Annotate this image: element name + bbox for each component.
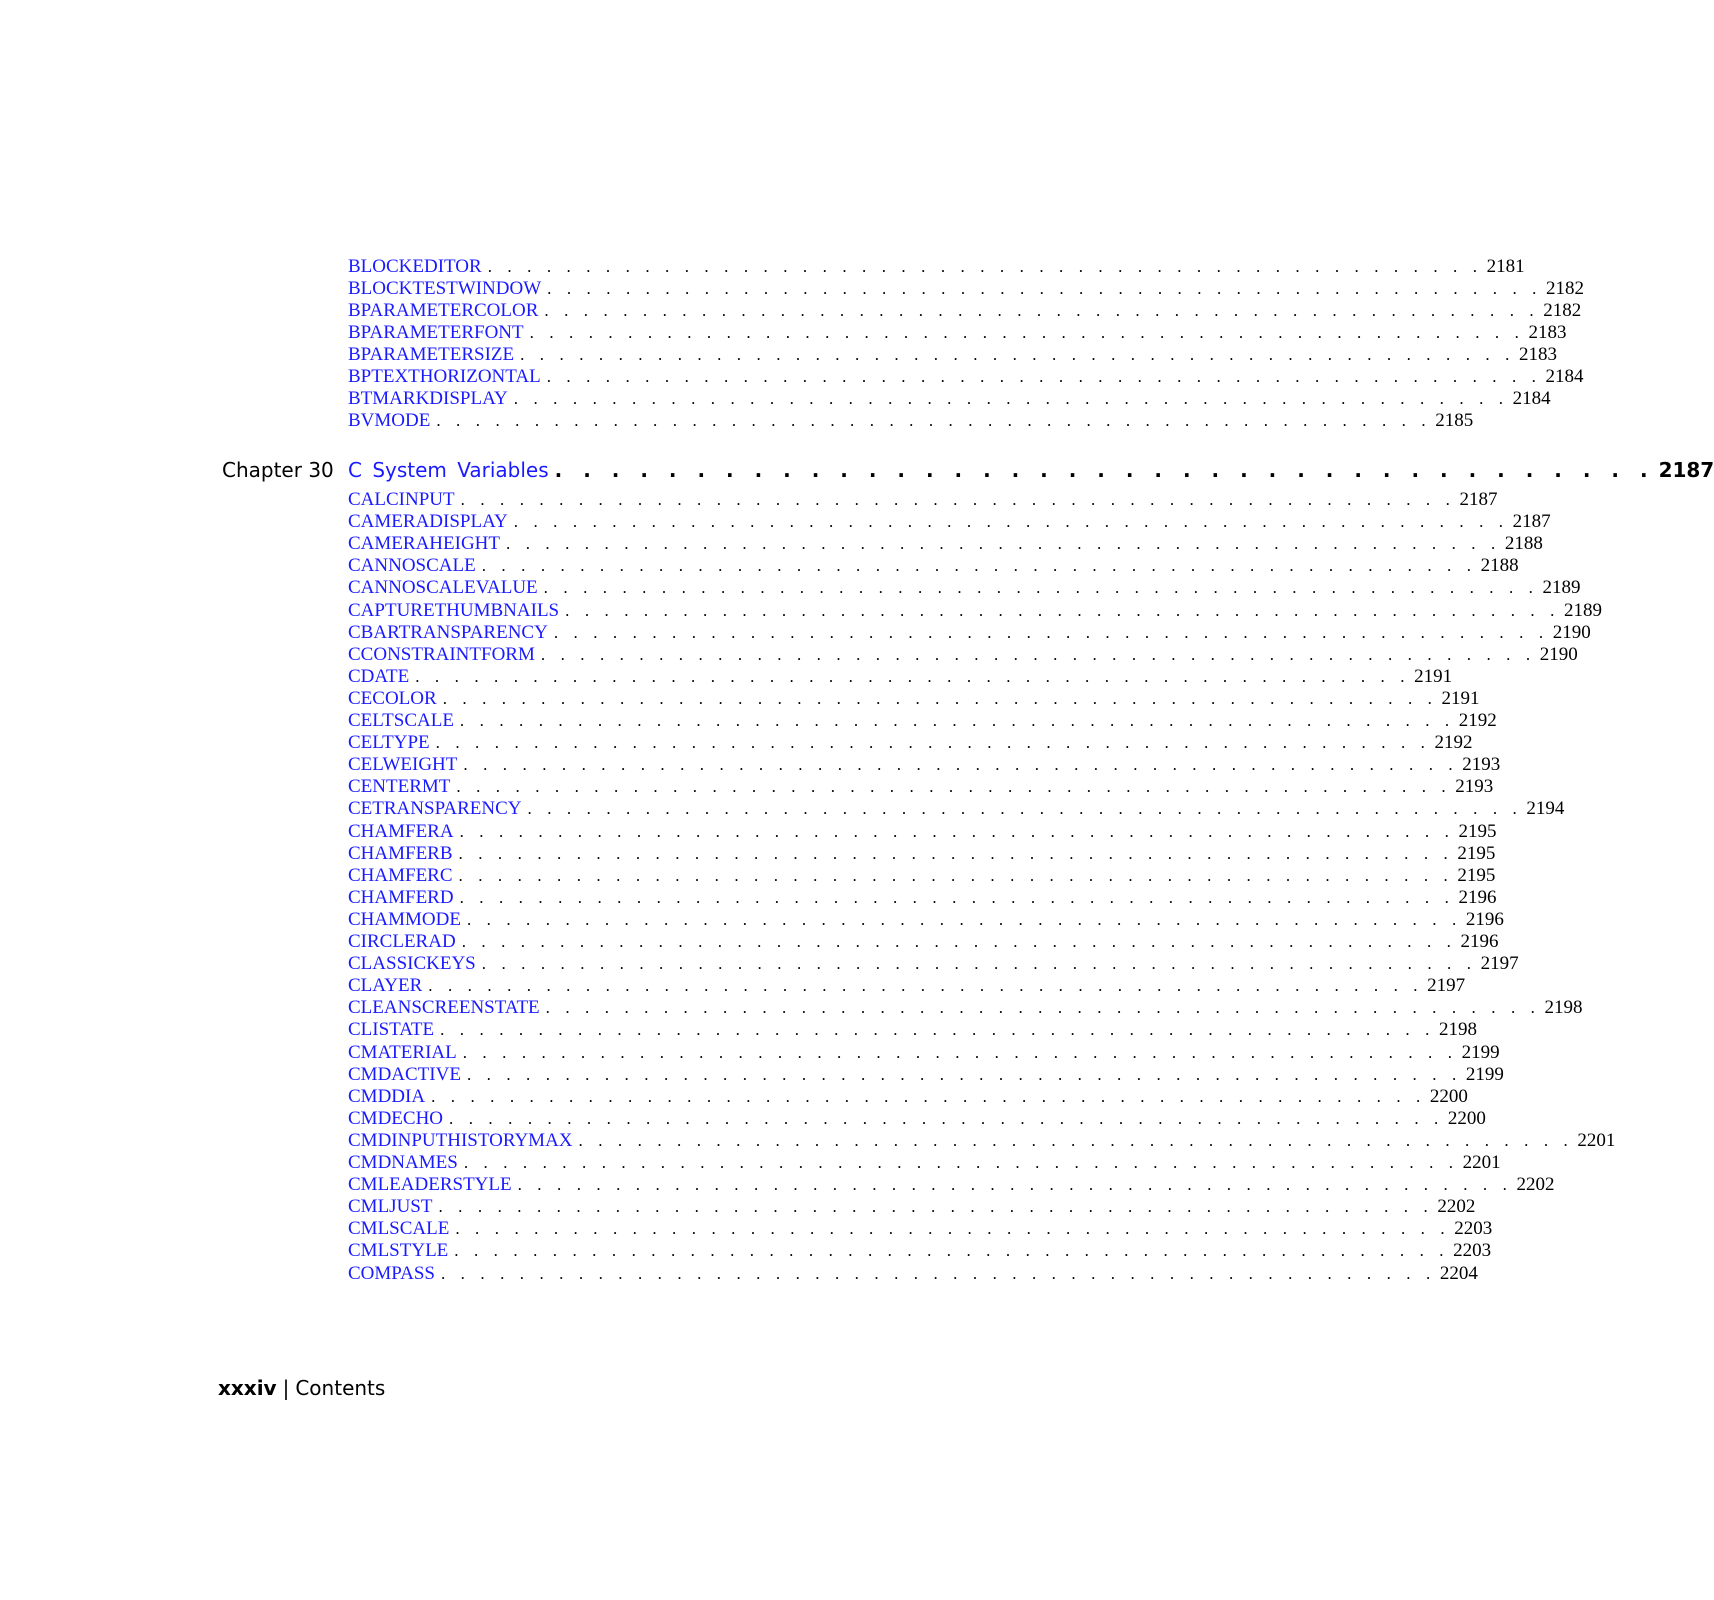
toc-entry-link[interactable]: CETRANSPARENCY [348,798,522,820]
toc-entry-link[interactable]: CLAYER [348,975,423,997]
dot-leader: . . . . . . . . . . . . . . . . . . . . . . . . . . . . . . . . . . . . . . . . . . . . . . . . . . . [458,843,1454,863]
toc-entry [348,1196,1476,1218]
dot-leader: . . . . . . . . . . . . . . . . . . . . . . . . . . . . . . . . . . . . . . . . . . . . . . . . . . . [462,1042,1458,1062]
toc-entry-link[interactable]: CMLEADERSTYLE [348,1174,512,1196]
toc-entry-link[interactable]: CANNOSCALE [348,555,476,577]
toc-entry [348,366,1584,388]
toc-entry-page-number: 2196 [1458,886,1497,908]
toc-entry [348,300,1582,322]
toc-entry-link[interactable]: CHAMFERA [348,820,454,842]
toc-entry-link[interactable]: CBARTRANSPARENCY [348,621,548,643]
toc-entry-page-number: 2187 [1459,489,1498,510]
toc-entry-page-number: 2197 [1480,953,1519,975]
dot-leader: . . . . . . . . . . . . . . . . . . . . . . . . . . . . . . . . . . . . . . . . . . . . . . . . . . . [463,1153,1459,1172]
toc-entry [348,975,1466,997]
dot-leader: . . . . . . . . . . . . . . . . . . . . . . . . . . . . . . . . . . . . . . . . . . . . . . . . . . . [517,1175,1513,1195]
toc-entry-link[interactable]: CELWEIGHT [348,754,458,776]
toc-entry-link[interactable]: CECOLOR [348,687,437,709]
toc-entry [348,322,1567,344]
dot-leader: . . . . . . . . . . . . . . . . . . . . . . . . . . . . . . . . . . . . . . . . . . . . . . . . . . . [527,799,1523,819]
toc-entry-link[interactable]: CALCINPUT [348,489,455,510]
dot-leader: . . . . . . . . . . . . . . . . . . . . . . . . . . . . . . . . . . . . . . . . . . . . . . . . . . . [454,1241,1450,1261]
toc-entry-link[interactable]: CANNOSCALEVALUE [348,577,538,599]
toc-entry-link[interactable]: BVMODE [348,410,431,431]
dot-leader: . . . . . . . . . . . . . . . . . . . . . . . . . . . . . . . . . . . . . . . . . . . . . . . . . . . [459,887,1455,907]
toc-entry-page-number: 2184 [1512,388,1551,409]
toc-entry-link[interactable]: CMDINPUTHISTORYMAX [348,1129,573,1151]
toc-entry-page-number: 2202 [1437,1196,1476,1218]
toc-entry-link[interactable]: CMLSTYLE [348,1240,449,1262]
toc-entry-link[interactable]: BTMARKDISPLAY [348,388,508,409]
dot-leader: . . . . . . . . . . . . . . . . . . . . . . . . . . . . . . . . . . . . . . . . . . . . . . . . . . . [578,1130,1574,1150]
toc-entry [348,1174,1555,1196]
toc-entry [348,754,1501,776]
toc-entry [348,489,1498,511]
toc-entry-link[interactable]: BLOCKEDITOR [348,256,482,277]
chapter-heading [222,456,1714,484]
toc-entry-page-number: 2195 [1457,842,1496,864]
toc-entry-page-number: 2193 [1455,776,1494,798]
chapter-title-link[interactable]: C System Variables [348,458,549,482]
dot-leader: . . . . . . . . . . . . . . . . . . . . . . . . . . . . . . . . . . . . . . . . . . . . . . . . . . . [529,323,1525,342]
toc-entry-link[interactable]: CHAMFERB [348,842,453,864]
toc-entry-page-number: 2184 [1545,366,1584,387]
toc-entry [348,931,1499,953]
dot-leader: . . . . . . . . . . . . . . . . . . . . . . . . . . . . . . . . . . . . . . . . . . . . . . . . . . . [553,622,1549,642]
toc-entry-page-number: 2189 [1563,599,1602,621]
dot-leader: . . . . . . . . . . . . . . . . . . . . . . . . . . . . . . . . . . . . . . . . . . . . . . . . . . . [466,1064,1462,1084]
toc-entry-link[interactable]: BPARAMETERCOLOR [348,300,539,321]
toc-entry-link[interactable]: CCONSTRAINTFORM [348,643,535,665]
toc-entry-page-number: 2204 [1439,1262,1478,1284]
toc-entry-page-number: 2183 [1518,344,1557,365]
toc-entry-link[interactable]: BPTEXTHORIZONTAL [348,366,541,387]
toc-entry-page-number: 2185 [1435,410,1474,431]
dot-leader: . . . . . . . . . . . . . . . . . . . . . . . . . . . . . . . . . . . . . . . . . . . . . . . . . . . [544,301,1540,320]
dot-leader: . . . . . . . . . . . . . . . . . . . . . . . . . . . . . . . . . . . . . . . . . . . . . . . . . . . [442,688,1438,708]
dot-leader: . . . . . . . . . . . . . . . . . . . . . . . . . . . . . . . . . . . . . . . . . . . . . . . . . . . [520,345,1515,364]
toc-entry [348,555,1519,577]
toc-entry-page-number: 2196 [1465,908,1504,930]
toc-entry-link[interactable]: CMDNAMES [348,1152,458,1173]
toc-entry-link[interactable]: CMDACTIVE [348,1063,461,1085]
toc-entry-page-number: 2194 [1526,798,1565,820]
dot-leader: . . . . . . . . . . . . . . . . . . . . . . . . . . . . . . . . . . . . . . . . . . . . . . . . . . . [545,998,1541,1018]
toc-entry [348,1041,1500,1064]
toc-entry [348,1240,1492,1262]
dot-leader: . . . . . . . . . . . . . . . . . . . . . . . . . . . . . . . . . . . . . . . . . . . . . . . . . . . [460,490,1456,509]
dot-leader: . . . . . . . . . . . . . . . . . . . . . . . . . . . . . . . . . . . . . . . . . . . . . . . . . . . [449,1108,1444,1128]
toc-entry-page-number: 2199 [1461,1041,1500,1063]
toc-entry [348,344,1557,366]
dot-leader: . . . . . . . . . . . . . . . . . . . . . . . . . . . . . . . . . . . . . . . . . . . . . . . . . . . [436,411,1432,430]
toc-entry-link[interactable]: CELTSCALE [348,710,454,731]
toc-entry-link[interactable]: CAMERADISPLAY [348,511,508,533]
toc-entry-page-number: 2187 [1512,511,1551,533]
dot-leader: . . . . . . . . . . . . . . . . . . . . . . . . . . . . . . . . . . . . . . . . . . . . . . . . . . . [481,954,1477,974]
toc-entry [348,643,1578,666]
toc-entry [348,1152,1501,1174]
dot-leader: . . . . . . . . . . . . . . . . . . . . . . . . . . . . . . . . . . . . . . . . . . . . . . . . . . . [565,600,1560,620]
dot-leader: . . . . . . . . . . . . . . . . . . . . . . . . . . . . . . . . . . . . . . . . . . . . . . . . . . . [440,1263,1436,1283]
dot-leader: . . . . . . . . . . . . . . . . . . . . . . . . . . . . . . . . . . . . . . . . . . . . . . . . . . . [435,733,1431,753]
dot-leader: . . . . . . . . . . . . . . . . . . . . . . . . . . . . . . . . . . . . . . . . . . . . . . . . . . . [415,666,1411,686]
toc-entry-page-number: 2195 [1457,864,1496,886]
toc-entry-page-number: 2203 [1454,1218,1493,1240]
dot-leader: . . . . . . . . . . . . . . . . . . . . . . . . . . . . . . . . . . . . . . . . . . . . . . . . . . . [466,909,1462,929]
toc-entry [348,776,1494,798]
dot-leader: . . . . . . . . . . . . . . . . . . . . . . . . . . . . . . . . . . . . . . . . . . . . . . . . . . . [438,1197,1434,1217]
toc-entry [348,1019,1477,1041]
dot-leader: . . . . . . . . . . . . . . . . . . . . . . . . . . . . . . . . . . . . . . . [554,458,1655,482]
dot-leader: . . . . . . . . . . . . . . . . . . . . . . . . . . . . . . . . . . . . . . . . . . . . . . . . . . . [458,865,1454,885]
footer-page-number: xxxiv [218,1376,277,1400]
toc-entry [348,732,1473,754]
dot-leader: . . . . . . . . . . . . . . . . . . . . . . . . . . . . . . . . . . . . . . . . . . . . . . . . . . . [428,976,1424,996]
toc-entry [348,1063,1504,1086]
dot-leader: . . . . . . . . . . . . . . . . . . . . . . . . . . . . . . . . . . . . . . . . . . . . . . . . . . . [431,1086,1426,1106]
toc-entry-page-number: 2188 [1504,533,1543,555]
toc-entry [348,997,1583,1019]
chapter-page-number: 2187 [1658,458,1714,482]
dot-leader: . . . . . . . . . . . . . . . . . . . . . . . . . . . . . . . . . . . . . . . . . . . . . . . . . . . [455,1219,1451,1239]
chapter-label: Chapter 30 [222,458,334,482]
toc-entry-page-number: 2183 [1528,322,1567,343]
toc-entry [348,820,1497,843]
dot-leader: . . . . . . . . . . . . . . . . . . . . . . . . . . . . . . . . . . . . . . . . . . . . . . . . . . . [456,777,1452,797]
toc-entry-page-number: 2193 [1462,754,1501,776]
toc-entry [348,908,1504,931]
toc-entry [348,798,1565,820]
toc-entry-page-number: 2188 [1480,555,1519,577]
toc-entry-link[interactable]: BPARAMETERSIZE [348,344,515,365]
toc-entry [348,278,1584,300]
toc-entry-link[interactable]: CAMERAHEIGHT [348,533,500,555]
toc-entry-page-number: 2198 [1438,1019,1477,1041]
toc-entry [348,388,1551,410]
dot-leader: . . . . . . . . . . . . . . . . . . . . . . . . . . . . . . . . . . . . . . . . . . . . . . . . . . . [513,512,1509,532]
toc-entry [348,621,1591,644]
toc-entry-link[interactable]: CLEANSCREENSTATE [348,997,540,1019]
toc-entry-page-number: 2196 [1460,931,1499,952]
toc-entry [348,511,1551,533]
dot-leader: . . . . . . . . . . . . . . . . . . . . . . . . . . . . . . . . . . . . . . . . . . . . . . . . . . . [543,578,1539,598]
toc-entry-page-number: 2190 [1552,621,1591,643]
toc-entry-page-number: 2189 [1542,577,1581,599]
dot-leader: . . . . . . . . . . . . . . . . . . . . . . . . . . . . . . . . . . . . . . . . . . . . . . . . . . . [459,821,1455,841]
toc-entry-link[interactable]: CMDECHO [348,1107,444,1129]
toc-entry [348,533,1543,555]
toc-entry-page-number: 2199 [1465,1063,1504,1085]
toc-entry-link[interactable]: CLASSICKEYS [348,953,476,975]
dot-leader: . . . . . . . . . . . . . . . . . . . . . . . . . . . . . . . . . . . . . . . . . . . . . . . . . . . [481,556,1477,576]
toc-entry [348,864,1496,887]
toc-entry [348,1085,1468,1108]
toc-entry-link[interactable]: CMLJUST [348,1196,433,1218]
toc-entry-link[interactable]: CMLSCALE [348,1218,450,1240]
toc-entry [348,842,1496,865]
toc-entry-link[interactable]: CHAMFERD [348,886,454,908]
toc-entry-page-number: 2192 [1434,732,1473,754]
toc-entry [348,1262,1478,1285]
dot-leader: . . . . . . . . . . . . . . . . . . . . . . . . . . . . . . . . . . . . . . . . . . . . . . . . . . . [487,257,1483,276]
dot-leader: . . . . . . . . . . . . . . . . . . . . . . . . . . . . . . . . . . . . . . . . . . . . . . . . . . . [506,534,1501,554]
dot-leader: . . . . . . . . . . . . . . . . . . . . . . . . . . . . . . . . . . . . . . . . . . . . . . . . . . . [540,644,1536,664]
toc-entry-link[interactable]: COMPASS [348,1262,435,1284]
toc-entry-page-number: 2201 [1462,1152,1501,1173]
toc-entry-page-number: 2198 [1544,997,1583,1019]
dot-leader: . . . . . . . . . . . . . . . . . . . . . . . . . . . . . . . . . . . . . . . . . . . . . . . . . . . [546,367,1542,386]
toc-entry [348,665,1453,688]
toc-entry [348,256,1525,278]
toc-entry-page-number: 2191 [1414,665,1453,687]
toc-entry-page-number: 2202 [1516,1174,1555,1196]
toc-entry-page-number: 2197 [1427,975,1466,997]
toc-entry-page-number: 2200 [1429,1085,1468,1107]
toc-entry [348,410,1474,432]
toc-entry-page-number: 2191 [1441,687,1480,709]
toc-entry-link[interactable]: CHAMFERC [348,864,453,886]
dot-leader: . . . . . . . . . . . . . . . . . . . . . . . . . . . . . . . . . . . . . . . . . . . . . . . . . . . [459,711,1455,730]
page-footer [218,1374,385,1402]
dot-leader: . . . . . . . . . . . . . . . . . . . . . . . . . . . . . . . . . . . . . . . . . . . . . . . . . . . [513,389,1509,408]
toc-entry-link[interactable]: CMDDIA [348,1085,426,1107]
toc-entry-link[interactable]: CIRCLERAD [348,931,456,952]
toc-entry [348,1129,1616,1152]
toc-entry [348,599,1602,622]
toc-entry-link[interactable]: CMATERIAL [348,1041,457,1063]
toc-entry-page-number: 2190 [1539,643,1578,665]
toc-entry-page-number: 2200 [1447,1107,1486,1129]
footer-section: Contents [295,1376,386,1400]
toc-entry-link[interactable]: BLOCKTESTWINDOW [348,278,542,299]
toc-entry-page-number: 2195 [1458,820,1497,842]
toc-entry-page-number: 2203 [1453,1240,1492,1262]
toc-entry [348,710,1497,732]
toc-entry-link[interactable]: CENTERMT [348,776,451,798]
toc-entry [348,886,1497,909]
toc-entry-page-number: 2182 [1546,278,1584,299]
toc-entry-page-number: 2181 [1486,256,1525,277]
toc-entry-link[interactable]: CLISTATE [348,1019,435,1041]
toc-entry-link[interactable]: CHAMMODE [348,908,461,930]
dot-leader: . . . . . . . . . . . . . . . . . . . . . . . . . . . . . . . . . . . . . . . . . . . . . . . . . . . [461,932,1457,951]
toc-entry [348,1218,1493,1240]
toc-entry-page-number: 2201 [1577,1129,1616,1151]
toc-entry-link[interactable]: CDATE [348,665,410,687]
toc-entry-page-number: 2182 [1543,300,1582,321]
toc-entry [348,687,1480,710]
toc-entry [348,1107,1486,1130]
dot-leader: . . . . . . . . . . . . . . . . . . . . . . . . . . . . . . . . . . . . . . . . . . . . . . . . . . . [463,755,1459,775]
dot-leader: . . . . . . . . . . . . . . . . . . . . . . . . . . . . . . . . . . . . . . . . . . . . . . . . . . . [440,1020,1435,1040]
footer-separator: | [282,1376,290,1400]
dot-leader: . . . . . . . . . . . . . . . . . . . . . . . . . . . . . . . . . . . . . . . . . . . . . . . . . . . [547,279,1542,298]
toc-entry-link[interactable]: CAPTURETHUMBNAILS [348,599,560,621]
toc-entry-link[interactable]: CELTYPE [348,732,430,754]
toc-entry [348,953,1519,975]
toc-entry [348,577,1581,599]
toc-entry-link[interactable]: BPARAMETERFONT [348,322,524,343]
toc-entry-page-number: 2192 [1458,710,1497,731]
